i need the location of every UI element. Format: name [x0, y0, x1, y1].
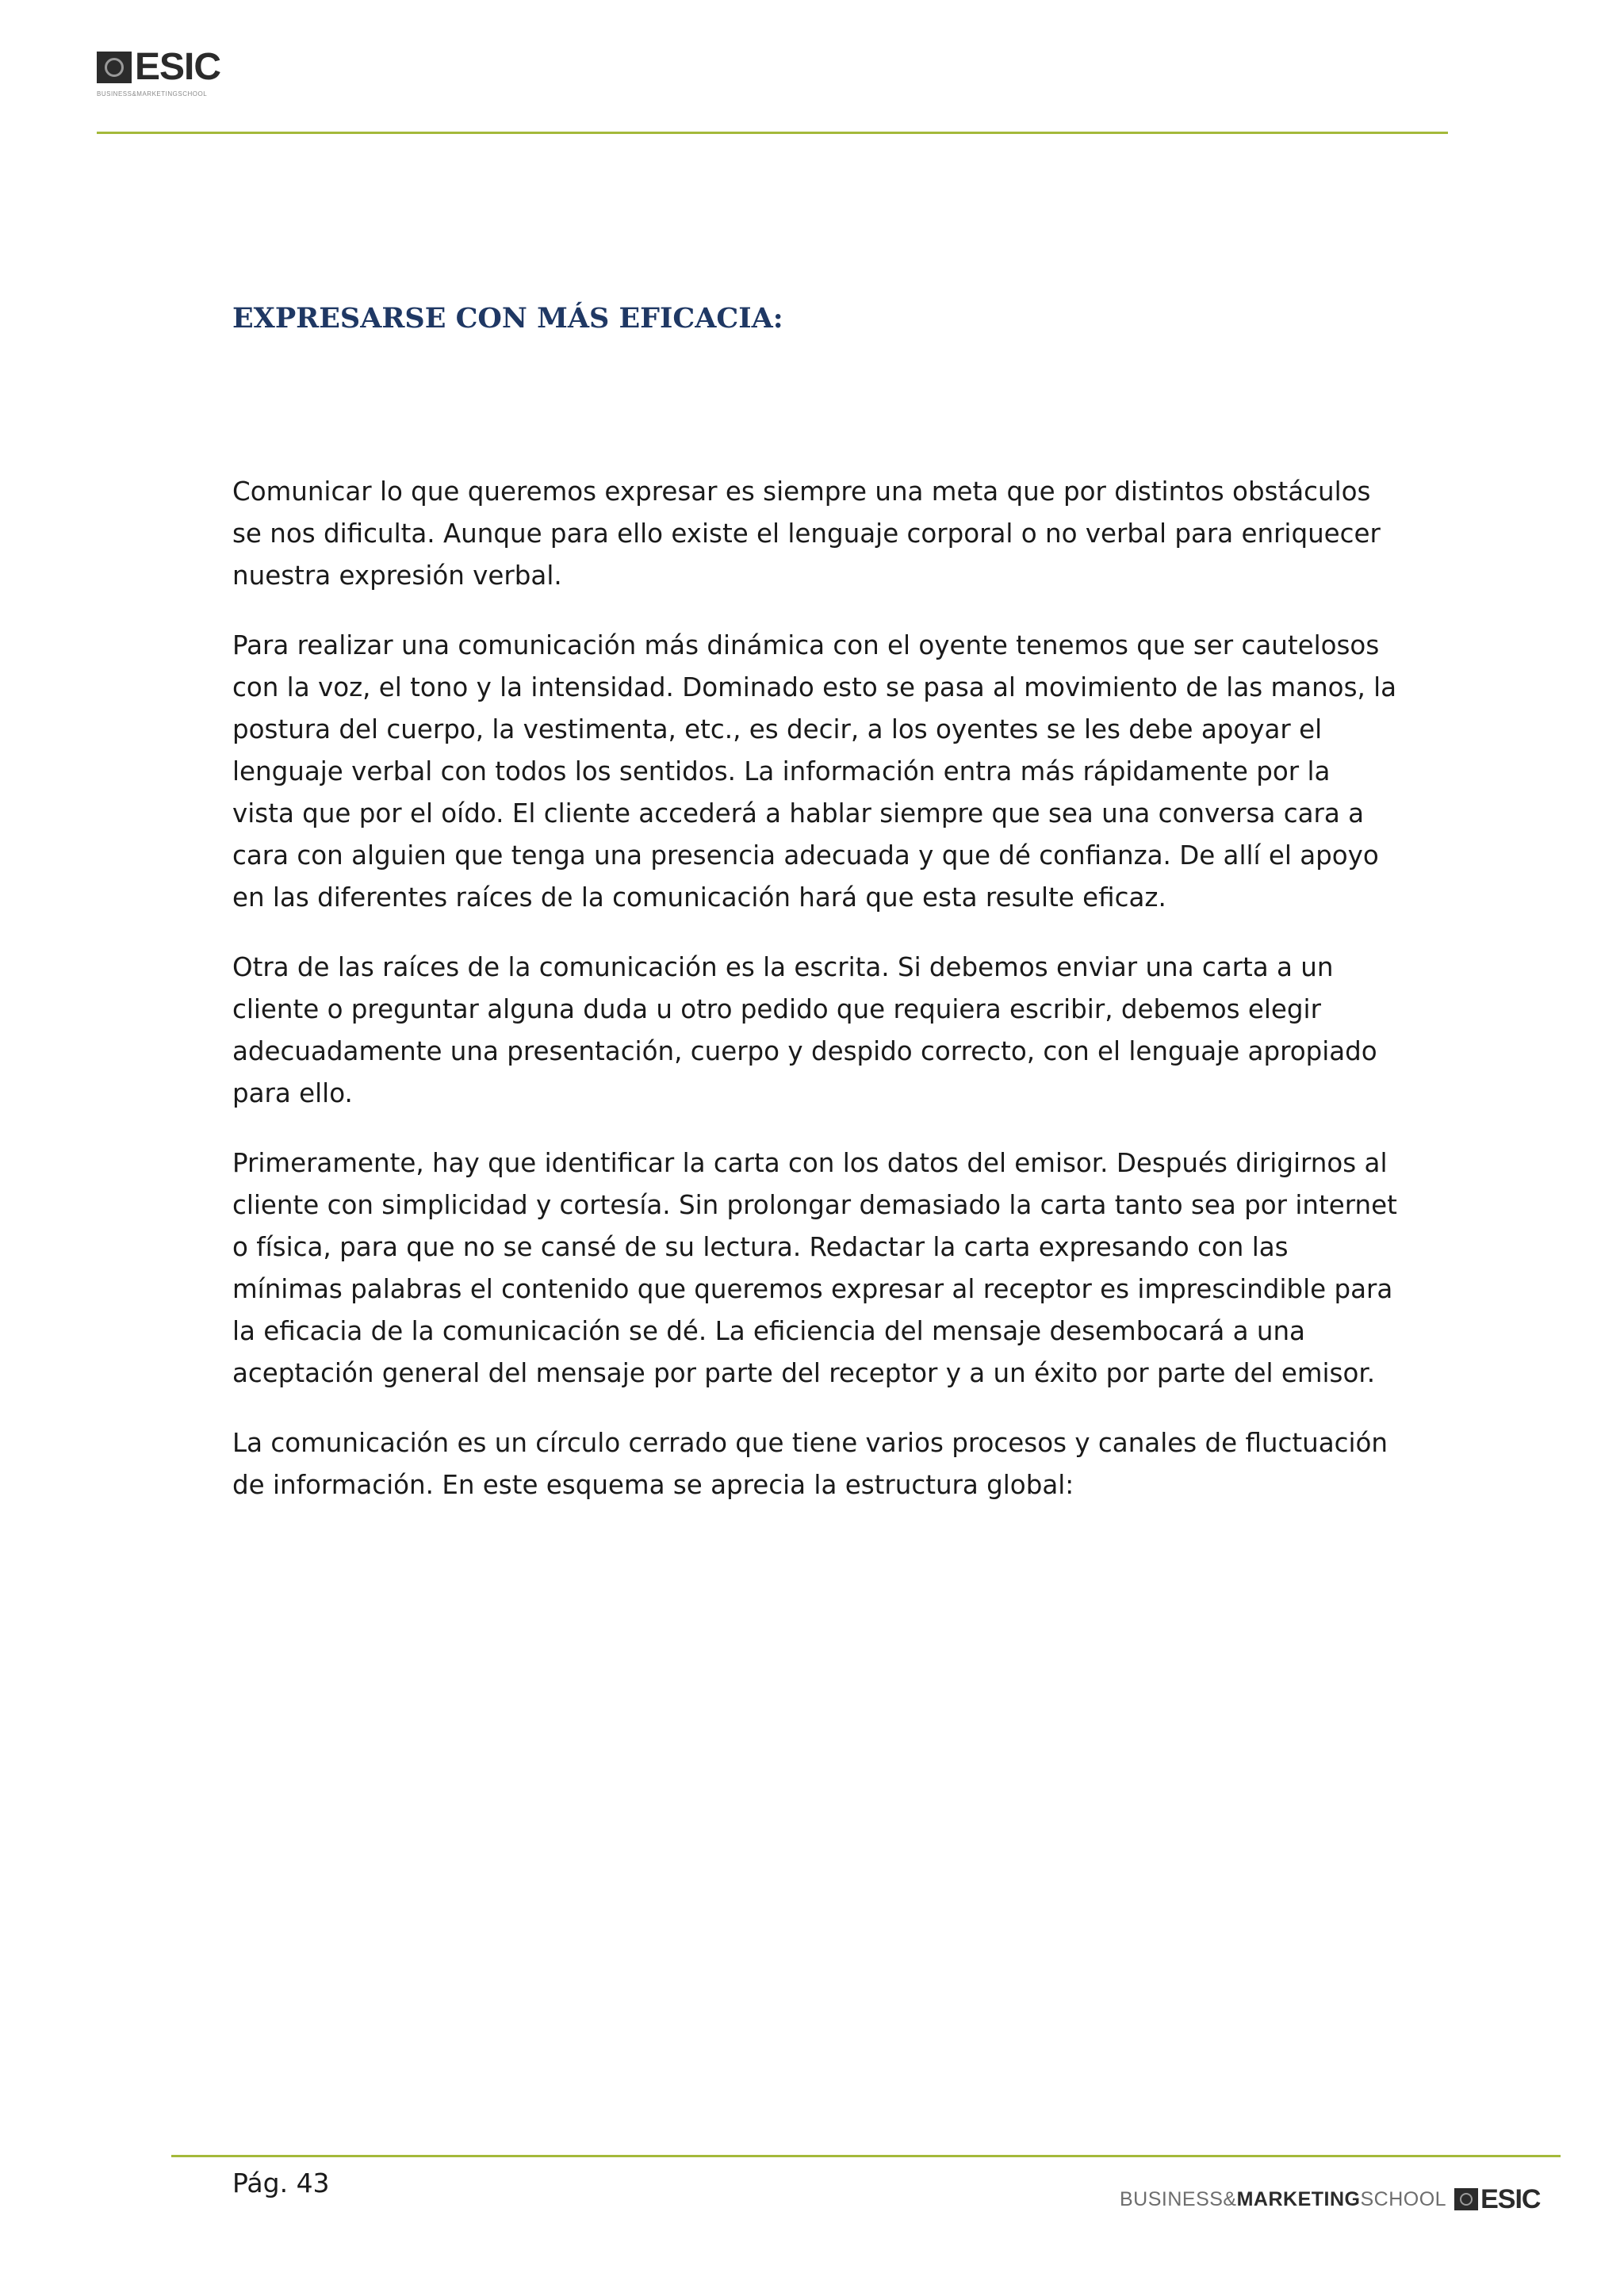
esic-logo-tagline: BUSINESS&MARKETINGSCHOOL [97, 90, 208, 98]
section-heading: EXPRESARSE CON MÁS EFICACIA: [232, 302, 783, 335]
footer-tagline-prefix: BUSINESS& [1120, 2187, 1237, 2210]
paragraph-5: La comunicación es un círculo cerrado que tiene varios procesos y canales de fluctuación de información. En este esquema se aprecia la estructura global: [232, 1428, 1388, 1500]
footer-esic-word: ESIC [1480, 2184, 1541, 2214]
footer-tagline-suffix: SCHOOL [1360, 2187, 1447, 2210]
header-divider [97, 132, 1448, 134]
esic-seal-icon [97, 52, 132, 83]
footer-esic-logo [1454, 2186, 1540, 2213]
esic-logo-mark [97, 46, 255, 88]
page-content [232, 300, 1398, 1534]
paragraph-4: Primeramente, hay que identificar la carta con los datos del emisor. Después dirigirnos al cliente con simplicidad y cortesía. Sin prolongar demasiado la carta tanto sea por internet o física, para que no se cansé de su lectura. Redactar la carta expresando con las mínimas palabras el contenido que queremos expresar al receptor es imprescindible para la eficacia de la comunicación se dé. La eficiencia del mensaje desembocará a una aceptación general del mensaje por parte del receptor y a un éxito por parte del emisor. [232, 1148, 1397, 1388]
page-number: Pág. 43 [232, 2168, 330, 2198]
header-logo [97, 46, 255, 105]
footer-esic-seal-icon [1454, 2188, 1478, 2210]
footer-brand [1120, 2183, 1540, 2215]
paragraph-2: Para realizar una comunicación más dinámica con el oyente tenemos que ser cautelosos con la voz, el tono y la intensidad. Dominado esto se pasa al movimiento de las manos, la postura del cuerpo, la vestimenta, etc., es decir, a los oyentes se les debe apoyar el lenguaje verbal con todos los sentidos. La información entra más rápidamente por la vista que por el oído. El cliente accederá a hablar siempre que sea una conversa cara a cara con alguien que tenga una presencia adecuada y que dé confianza. De allí el apoyo en las diferentes raíces de la comunicación hará que esta resulte eficaz. [232, 630, 1397, 913]
paragraph-3: Otra de las raíces de la comunicación es la escrita. Si debemos enviar una carta a un cliente o preguntar alguna duda u otro pedido que requiera escribir, debemos elegir adecuadamente una presentación, cuerpo y despido correcto, con el lenguaje apropiado para ello. [232, 952, 1377, 1108]
footer-divider [171, 2155, 1561, 2157]
esic-logo-word: ESIC [135, 46, 221, 88]
paragraph-1: Comunicar lo que queremos expresar es siempre una meta que por distintos obstáculos se nos dificulta. Aunque para ello existe el lenguaje corporal o no verbal para enriquecer nuestra expresión verbal. [232, 476, 1381, 591]
footer-tagline [1120, 2188, 1446, 2211]
footer-tagline-bold: MARKETING [1236, 2187, 1361, 2210]
